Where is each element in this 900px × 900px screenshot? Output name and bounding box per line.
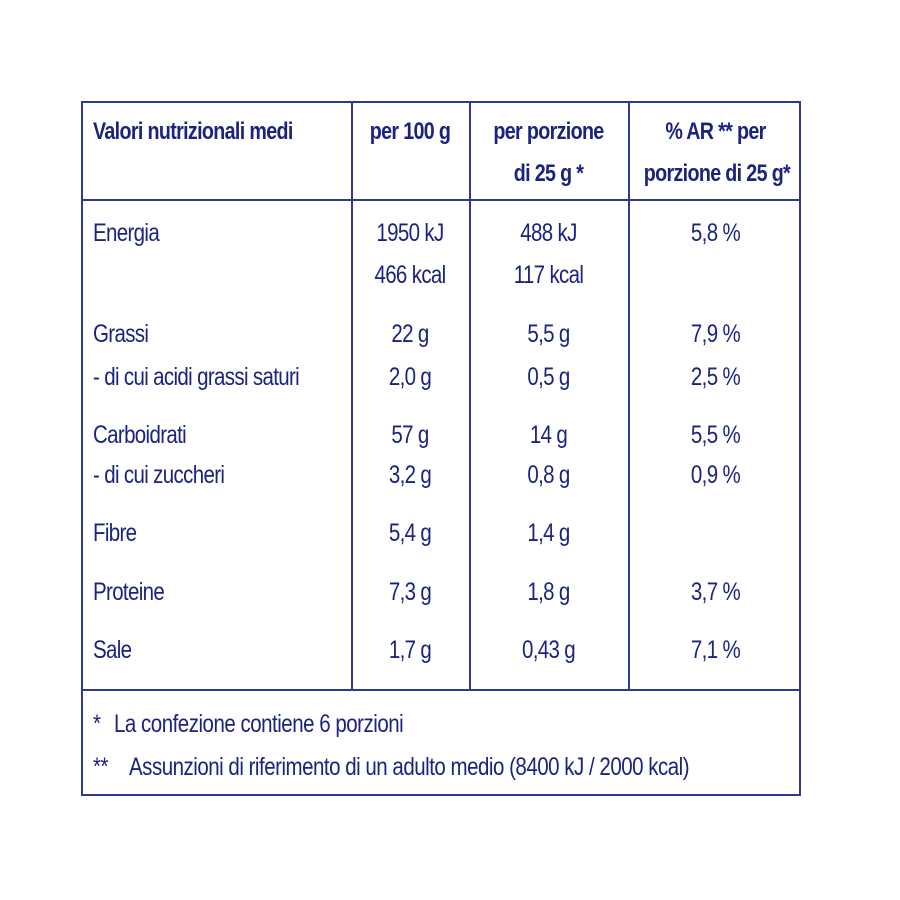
nutrition-table — [81, 101, 801, 796]
cell-per100: 2,0 g — [388, 363, 432, 391]
cell-per100: 22 g — [391, 320, 429, 348]
row-label-fibre: Fibre — [93, 519, 137, 547]
cell-per-portion: 14 g — [529, 421, 568, 449]
footnote-1-mark: * — [93, 710, 101, 738]
row-label-sale: Sale — [93, 636, 132, 664]
header-divider — [83, 199, 799, 201]
cell-per100: 57 g — [391, 421, 429, 449]
row-label-carboidrati: Carboidrati — [93, 421, 187, 449]
cell-ar: 0,9 % — [690, 461, 741, 489]
header-per-100g: per 100 g — [369, 118, 451, 145]
cell-per-portion: 1,4 g — [527, 519, 570, 547]
cell-per100: 1,7 g — [388, 636, 432, 664]
header-nutrients: Valori nutrizionali medi — [93, 118, 293, 145]
cell-per-portion: 0,43 g — [521, 636, 576, 664]
footer-divider — [83, 689, 799, 691]
header-per-portion-line1: per porzione — [493, 118, 604, 145]
footnote-2-mark: ** — [93, 753, 108, 781]
cell-per100: 7,3 g — [388, 578, 432, 606]
footnote-1-text: La confezione contiene 6 porzioni — [114, 710, 404, 738]
cell-per100: 1950 kJ — [376, 219, 444, 247]
cell-per-portion: 1,8 g — [527, 578, 570, 606]
column-divider — [469, 103, 471, 689]
cell-ar: 5,8 % — [690, 219, 741, 247]
header-ar-line2: porzione di 25 g* — [643, 160, 791, 187]
column-divider — [628, 103, 630, 689]
footnote-2-text: Assunzioni di riferimento di un adulto medio (8400 kJ / 2000 kcal) — [129, 753, 690, 781]
row-label-energia: Energia — [93, 219, 160, 247]
row-label-saturi: - di cui acidi grassi saturi — [93, 363, 300, 391]
column-divider — [351, 103, 353, 689]
cell-ar: 3,7 % — [690, 578, 741, 606]
cell-per-portion: 117 kcal — [513, 261, 584, 289]
cell-per-portion: 5,5 g — [527, 320, 570, 348]
cell-ar: 7,9 % — [690, 320, 741, 348]
cell-ar: 5,5 % — [690, 421, 741, 449]
cell-ar: 2,5 % — [690, 363, 741, 391]
cell-per100: 3,2 g — [388, 461, 432, 489]
row-label-proteine: Proteine — [93, 578, 165, 606]
cell-per100: 466 kcal — [374, 261, 446, 289]
cell-per100: 5,4 g — [388, 519, 432, 547]
cell-per-portion: 0,5 g — [527, 363, 570, 391]
header-ar-line1: % AR ** per — [665, 118, 766, 145]
row-label-grassi: Grassi — [93, 320, 149, 348]
cell-ar: 7,1 % — [690, 636, 741, 664]
row-label-zuccheri: - di cui zuccheri — [93, 461, 225, 489]
cell-per-portion: 488 kJ — [520, 219, 577, 247]
header-per-portion-line2: di 25 g * — [513, 160, 584, 187]
cell-per-portion: 0,8 g — [527, 461, 570, 489]
